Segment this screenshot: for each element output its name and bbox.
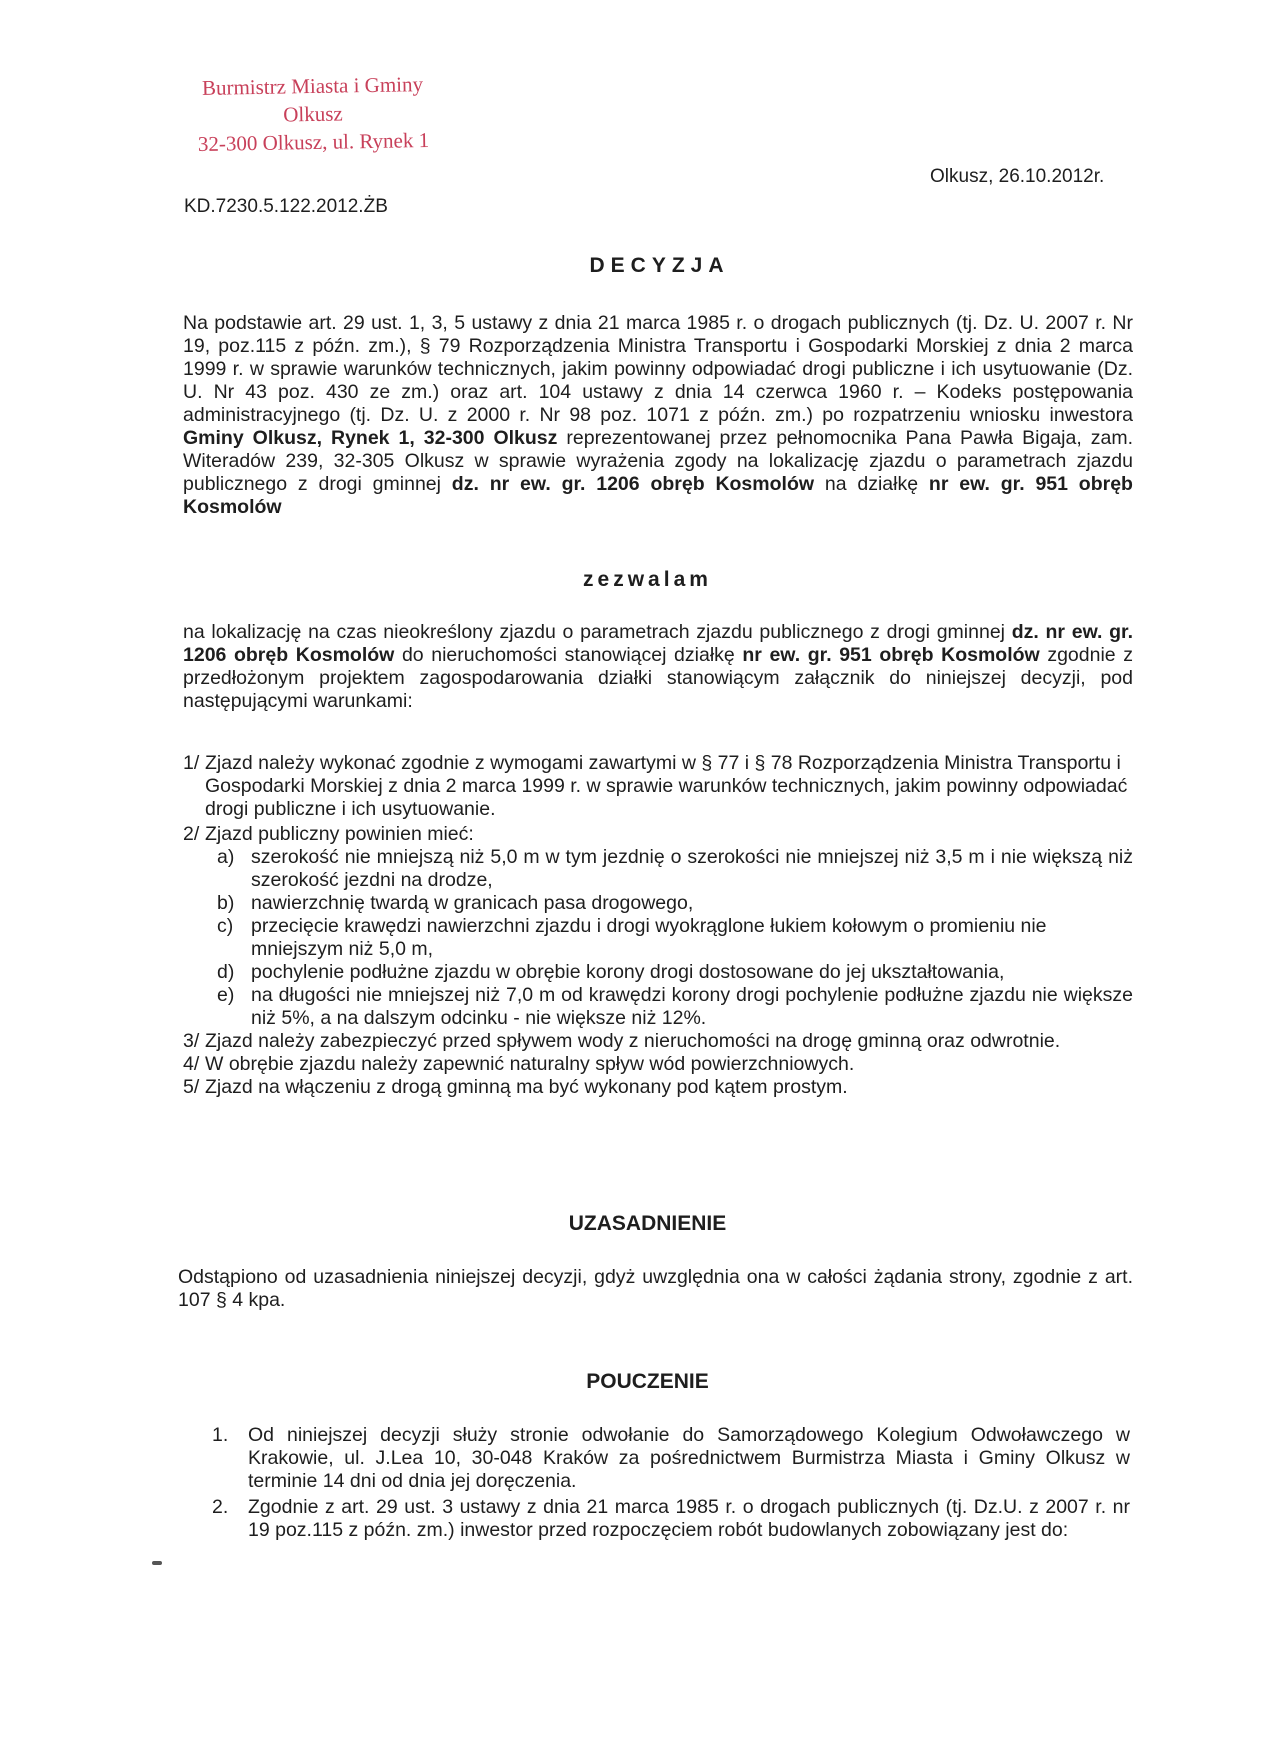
sub-condition-text: nawierzchnię twardą w granicach pasa drogowego, <box>251 892 694 914</box>
sub-condition-letter: d) <box>217 961 235 983</box>
sub-condition-letter: c) <box>217 915 234 937</box>
target-parcel: nr ew. gr. 951 obręb Kosmolów <box>183 473 1133 518</box>
condition-number: 3/ <box>183 1030 200 1052</box>
sub-condition-text: na długości nie mniejszej niż 7,0 m od krawędzi korony drogi pochylenie podłużne zjazdu nie większe niż 5%, a na dalszym odcinku - nie większe niż 12%. <box>251 984 1133 1029</box>
sub-condition-letter: a) <box>217 846 235 868</box>
instruction-text: Od niniejszej decyzji służy stronie odwołanie do Samorządowego Kolegium Odwoławczego w Krakowie, ul. J.Lea 10, 30-048 Kraków za pośrednictwem Burmistrza Miasta i Gminy Olkusz w terminie 14 dni od dnia jej doręczenia. <box>248 1424 1130 1492</box>
instruction-number: 2. <box>212 1496 229 1518</box>
legal-basis-text-3: na działkę <box>814 473 929 495</box>
legal-basis-text-1: Na podstawie art. 29 ust. 1, 3, 5 ustawy z dnia 21 marca 1985 r. o drogach publicznych (tj. Dz. U. 2007 r. Nr 19, poz.115 z późn. zm.), § 79 Rozporządzenia Ministra Transportu i Gospodarki Morskiej z dnia 2 marca 1999 r. w sprawie warunków technicznych, jakim powinny odpowiadać drogi publiczne i ich usytuowanie (Dz. U. Nr 43 poz. 430 ze zm.) oraz art. 104 ustawy z dnia 14 czerwca 1960 r. – Kodeks postępowania administracyjnego (tj. Dz. U. z 2000 r. Nr 98 poz. 1071 z późn. zm.) po rozpatrzeniu wniosku inwestora <box>183 312 1133 426</box>
decision-title: DECYZJA <box>589 254 730 277</box>
sub-condition-text: szerokość nie mniejszą niż 5,0 m w tym jezdnię o szerokości nie mniejszej niż 3,5 m i nie większą niż szerokość jezdni na drodze, <box>251 846 1133 891</box>
condition-number: 2/ <box>183 823 200 845</box>
stamp-line-2: Olkusz <box>283 101 343 127</box>
sub-condition-text: pochylenie podłużne zjazdu w obrębie korony drogi dostosowane do jej ukształtowania, <box>251 961 1005 983</box>
sub-condition-item <box>183 846 1133 892</box>
scan-mark <box>152 1561 162 1565</box>
sub-condition-text: przecięcie krawędzi nawierzchni zjazdu i drogi wyokrąglone łukiem kołowym o promieniu nie mniejszym niż 5,0 m, <box>251 915 1047 960</box>
road-parcel: dz. nr ew. gr. 1206 obręb Kosmolów <box>451 473 815 495</box>
conditions-list <box>183 752 1133 1099</box>
instruction-text: Zgodnie z art. 29 ust. 3 ustawy z dnia 21 marca 1985 r. o drogach publicznych (tj. Dz.U. z 2007 r. nr 19 poz.115 z późn. zm.) inwestor przed rozpoczęciem robót budowlanych zobowiązany jest do: <box>248 1496 1130 1541</box>
sub-condition-letter: e) <box>217 984 235 1006</box>
condition-text: W obrębie zjazdu należy zapewnić naturalny spływ wód powierzchniowych. <box>205 1053 855 1075</box>
stamp-line-1: Burmistrz Miasta i Gminy <box>201 72 424 100</box>
condition-text: Zjazd należy zabezpieczyć przed spływem wody z nieruchomości na drogę gminną oraz odwrotnie. <box>205 1030 1061 1052</box>
condition-item <box>183 823 1133 846</box>
condition-number: 4/ <box>183 1053 200 1075</box>
condition-number: 5/ <box>183 1076 200 1098</box>
condition-item <box>183 752 1133 821</box>
instruction-title: POUCZENIE <box>586 1370 709 1393</box>
condition-number: 1/ <box>183 752 200 774</box>
legal-basis-paragraph <box>183 312 1133 519</box>
grant-text-2: do nieruchomości stanowiącej działkę <box>394 644 743 666</box>
grant-text-3: zgodnie z przedłożonym projektem zagospodarowania działki stanowiącym załącznik do niniejszej decyzji, pod następującymi warunkami: <box>183 644 1133 712</box>
condition-item <box>183 1030 1133 1053</box>
legal-basis-text-2: reprezentowanej przez pełnomocnika Pana Pawła Bigaja, zam. Witeradów 239, 32-305 Olkusz w sprawie wyrażenia zgody na lokalizację zjazdu o parametrach zjazdu publicznego z drogi gminnej <box>183 427 1133 495</box>
sub-condition-item <box>183 892 1133 915</box>
sub-condition-letter: b) <box>217 892 235 914</box>
grant-road-parcel: dz. nr ew. gr. 1206 obręb Kosmolów <box>183 621 1133 666</box>
sub-condition-item <box>183 984 1133 1030</box>
stamp-line-3: 32-300 Olkusz, ul. Rynek 1 <box>197 127 430 157</box>
grant-target-parcel: nr ew. gr. 951 obręb Kosmolów <box>742 644 1040 666</box>
document-date: Olkusz, 26.10.2012r. <box>930 166 1105 187</box>
grant-text-1: na lokalizację na czas nieokreślony zjazdu o parametrach zjazdu publicznego z drogi gminnej <box>183 621 1012 643</box>
instruction-item <box>212 1424 1130 1493</box>
condition-text: Zjazd należy wykonać zgodnie z wymogami zawartymi w § 77 i § 78 Rozporządzenia Ministra Transportu i Gospodarki Morskiej z dnia 2 marca 1999 r. w sprawie warunków technicznych, jakim powinny odpowiadać drogi publiczne i ich usytuowanie. <box>205 752 1128 820</box>
condition-text: Zjazd publiczny powinien mieć: <box>205 823 474 845</box>
office-stamp <box>167 69 458 158</box>
justification-title: UZASADNIENIE <box>568 1212 727 1235</box>
condition-item <box>183 1076 1133 1099</box>
condition-text: Zjazd na włączeniu z drogą gminną ma być wykonany pod kątem prostym. <box>205 1076 848 1098</box>
grant-paragraph <box>183 621 1133 713</box>
condition-item <box>183 1053 1133 1076</box>
instruction-number: 1. <box>212 1424 229 1446</box>
sub-condition-item <box>183 915 1133 961</box>
investor-name: Gminy Olkusz, Rynek 1, 32-300 Olkusz <box>183 427 558 449</box>
reference-number: KD.7230.5.122.2012.ŻB <box>184 196 388 217</box>
instruction-list <box>212 1424 1130 1545</box>
instruction-item <box>212 1496 1130 1542</box>
justification-text: Odstąpiono od uzasadnienia niniejszej decyzji, gdyż uwzględnia ona w całości żądania strony, zgodnie z art. 107 § 4 kpa. <box>178 1266 1133 1311</box>
decision-verb: zezwalam <box>583 568 712 591</box>
sub-condition-item <box>183 961 1133 984</box>
